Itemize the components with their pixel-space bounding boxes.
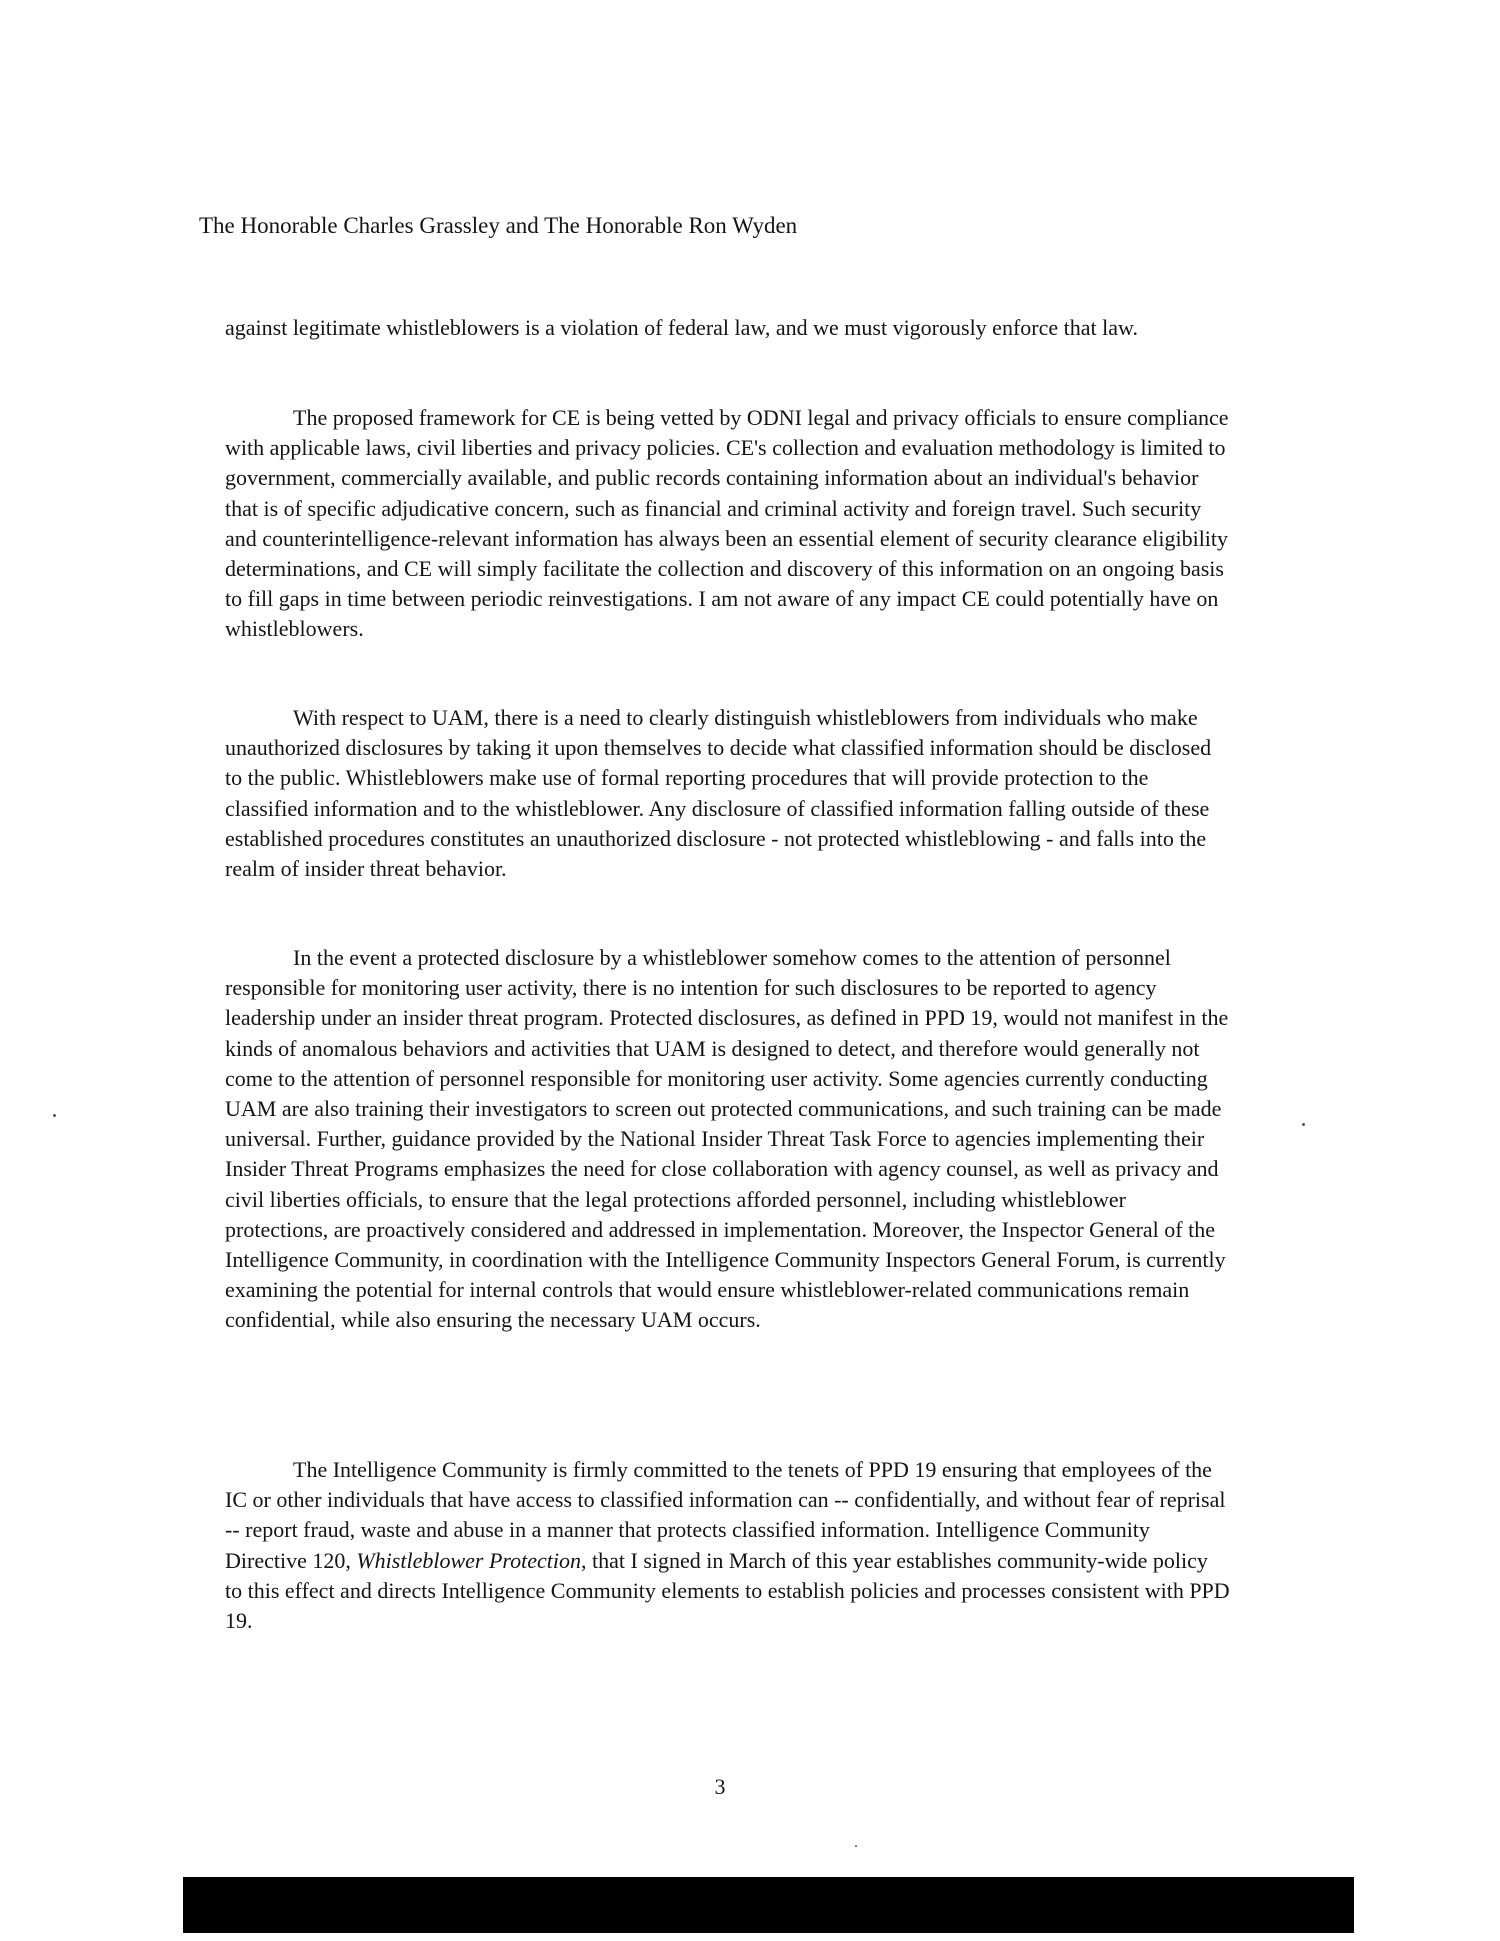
directive-title: Whistleblower Protection [356,1547,582,1573]
paragraph-text: With respect to UAM, there is a need to clearly distinguish whistleblowers from individuals who make unauthorized disclosures by taking it upon themselves to decide what classified information should be disclosed to the public. Whistleblowers make use of formal reporting procedures that will provide protection to the classified information and to the whistleblower. Any disclosure of classified information falling outside of these established procedures constitutes an unauthorized disclosure - not protected whistleblowing - and falls into the realm of insider threat behavior. [225,705,1212,882]
paragraph-text [225,1455,1230,1636]
continuation-paragraph [225,313,1230,343]
commitment-paragraph [225,1455,1230,1636]
paragraph-text: In the event a protected disclosure by a whistleblower somehow comes to the attention of personnel responsible for monitoring user activity, there is no intention for such disclosures to be reported to agency leadership under an insider threat program. Protected disclosures, as defined in PPD 19, would not manifest in the kinds of anomalous behaviors and activities that UAM is designed to detect, and therefore would generally not come to the attention of personnel responsible for monitoring user activity. Some agencies currently conducting UAM are also training their investigators to screen out protected communications, and such training can be made universal. Further, guidance provided by the National Insider Threat Task Force to agencies implementing their Insider Threat Programs emphasizes the need for close collaboration with agency counsel, as well as privacy and civil liberties officials, to ensure that the legal protections afforded personnel, including whistleblower protections, are proactively considered and addressed in implementation. Moreover, the Inspector General of the Intelligence Community, in coordination with the Intelligence Community Inspectors General Forum, is currently examining the potential for internal controls that would ensure whistleblower-related communications remain confidential, while also ensuring the necessary UAM occurs. [225,945,1229,1333]
ce-framework-paragraph [225,403,1230,645]
scan-artifact-dot [53,1114,56,1117]
paragraph-text: The proposed framework for CE is being vetted by ODNI legal and privacy officials to ensure compliance with applicable laws, civil liberties and privacy policies. CE's collection and evaluation methodology is limited to government, commercially available, and public records containing information about an individual's behavior that is of specific adjudicative concern, such as financial and criminal activity and foreign travel. Such security and counterintelligence-relevant information has always been an essential element of security clearance eligibility determinations, and CE will simply facilitate the collection and discovery of this information on an ongoing basis to fill gaps in time between periodic reinvestigations. I am not aware of any impact CE could potentially have on whistleblowers. [225,405,1229,642]
commitment-text-end: , that I signed in March of this year establishes community-wide policy to this effect and directs Intelligence Community elements to establish policies and processes consistent with PPD 19. [225,1547,1230,1634]
letter-header: The Honorable Charles Grassley and The Honorable Ron Wyden [199,213,798,238]
scan-artifact-dot [1302,1123,1305,1126]
commitment-text-start: The Intelligence Community is firmly committed to the tenets of PPD 19 ensuring that employees of the IC or other individuals that have access to classified information can -- confidentially, and without fear of reprisal -- report fraud, waste and abuse in a manner that protects classified information. Intelligence Community Directive 120, [225,1457,1226,1573]
scan-artifact-dot [855,1845,857,1847]
page-number: 3 [714,1774,726,1799]
protected-disclosure-paragraph [225,943,1230,1336]
uam-paragraph [225,703,1230,884]
redaction-bar [183,1877,1354,1933]
paragraph-text: against legitimate whistleblowers is a violation of federal law, and we must vigorously enforce that law. [225,315,1138,340]
